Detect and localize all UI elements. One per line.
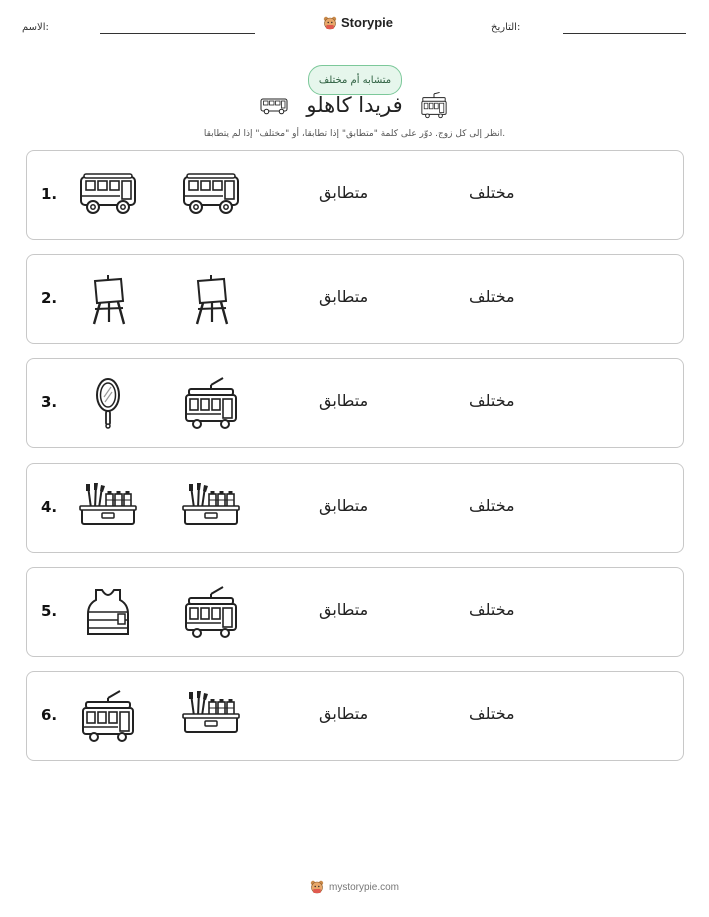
same-option[interactable]: متطابق — [319, 287, 369, 306]
pair-row — [26, 254, 684, 344]
row-number: 5. — [41, 602, 58, 620]
same-option[interactable]: متطابق — [319, 600, 369, 619]
date-line[interactable] — [563, 33, 686, 34]
row-number: 1. — [41, 185, 58, 203]
same-option[interactable]: متطابق — [319, 391, 369, 410]
easel-icon — [78, 273, 138, 325]
bear-icon — [310, 880, 324, 894]
paint-box-icon — [181, 690, 241, 742]
different-option[interactable]: مختلف — [469, 600, 515, 619]
pair-row — [26, 358, 684, 448]
different-option[interactable]: مختلف — [469, 287, 515, 306]
bus-icon — [78, 169, 138, 221]
page-title: فريدا كاهلو — [306, 93, 403, 117]
vest-icon — [78, 586, 138, 638]
different-option[interactable]: مختلف — [469, 391, 515, 410]
footer — [0, 880, 709, 894]
tram-icon — [181, 377, 241, 429]
pair-row — [26, 150, 684, 240]
paint-box-icon — [78, 482, 138, 534]
row-number: 4. — [41, 498, 58, 516]
pair-row — [26, 463, 684, 553]
brand-name: Storypie — [341, 15, 394, 30]
bear-icon — [323, 16, 337, 30]
tram-icon — [181, 586, 241, 638]
bus-icon — [181, 169, 241, 221]
same-option[interactable]: متطابق — [319, 704, 369, 723]
tram-icon — [78, 690, 138, 742]
same-option[interactable]: متطابق — [319, 496, 369, 515]
hand-mirror-icon — [78, 377, 138, 429]
row-number: 2. — [41, 289, 58, 307]
name-label: الاسم: — [22, 22, 49, 33]
worksheet-type-badge: متشابه أم مختلف — [308, 65, 402, 95]
same-option[interactable]: متطابق — [319, 183, 369, 202]
pair-row — [26, 567, 684, 657]
easel-icon — [181, 273, 241, 325]
row-number: 6. — [41, 706, 58, 724]
pair-row — [26, 671, 684, 761]
different-option[interactable]: مختلف — [469, 496, 515, 515]
paint-box-icon — [181, 482, 241, 534]
footer-url[interactable]: mystorypie.com — [328, 881, 399, 893]
different-option[interactable]: مختلف — [469, 704, 515, 723]
instructions: انظر إلى كل زوج. دوّر على كلمة "متطابق" إذا تطابقا، أو "مختلف" إذا لم يتطابقا. — [203, 129, 506, 139]
row-number: 3. — [41, 393, 58, 411]
name-line[interactable] — [100, 33, 255, 34]
different-option[interactable]: مختلف — [469, 183, 515, 202]
tram-icon — [420, 92, 448, 120]
brand-logo — [323, 15, 393, 30]
date-label: التاريخ: — [491, 22, 521, 33]
